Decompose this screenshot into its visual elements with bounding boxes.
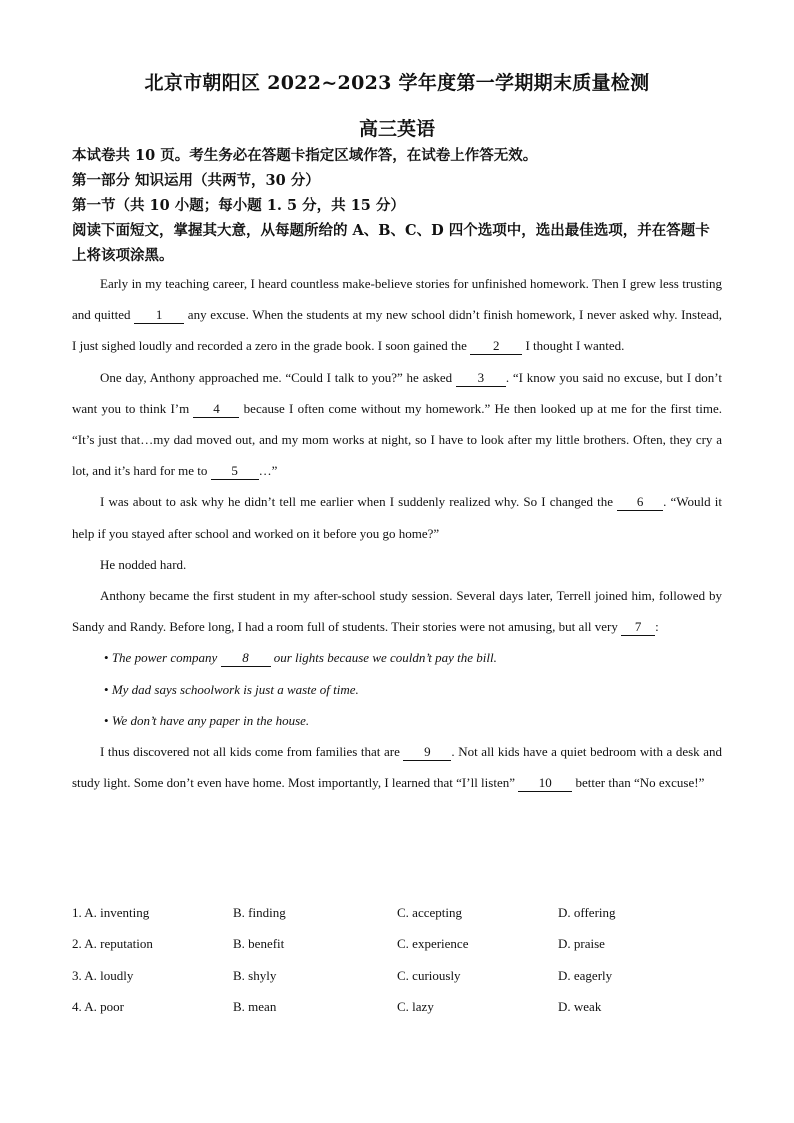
option-1-d: D. offering <box>558 905 616 920</box>
blank-4: 4 <box>193 401 239 418</box>
bullet-text: The power company <box>108 650 221 666</box>
passage-paragraph-4: He nodded hard. <box>100 556 187 572</box>
option-1-b: B. finding <box>233 905 286 920</box>
blank-1: 1 <box>134 307 184 324</box>
bullet-item-3 <box>72 705 722 736</box>
passage-text: . Not all kids have a quiet bedroom with a desk and study light. Some don’t even have home. Most importantly, I learned that “I’ll listen” <box>72 744 722 791</box>
passage-text: I thought I wanted. <box>522 338 625 354</box>
question-3-options <box>72 968 732 999</box>
bullet-item-2 <box>72 674 722 705</box>
passage-paragraph-2 <box>72 362 722 487</box>
question-4-options <box>72 999 732 1030</box>
option-1-a: 1. A. inventing <box>72 905 150 920</box>
passage-text: Anthony became the first student in my after-school study session. Several days later, Terrell joined him, followed by Sandy and Randy. Before long, I had a room full of students. Their stories were not amusing, but all very <box>72 588 722 635</box>
passage-text: any excuse. When the students at my new school didn’t finish homework, I never asked why. Instead, I just sighed loudly and recorded a zero in the grade book. I soon gained the <box>72 307 722 354</box>
blank-6: 6 <box>617 494 663 511</box>
passage-paragraph-1 <box>72 268 722 362</box>
bullet-dot: • <box>104 650 109 666</box>
blank-10: 10 <box>518 775 572 792</box>
option-3-b: B. shyly <box>233 967 277 983</box>
passage-paragraph-6 <box>72 736 722 798</box>
bullet-item-1 <box>72 642 722 673</box>
bullet-dot: • <box>104 681 109 697</box>
passage-text: : <box>655 619 659 635</box>
instruction-directions: 阅读下面短文，掌握其大意，从每题所给的 A、B、C、D 四个选项中，选出最佳选项，并在答题卡上将该项涂黑。 <box>72 222 710 264</box>
option-4-c: C. lazy <box>397 998 434 1014</box>
passage-paragraph-5 <box>72 580 722 642</box>
question-2-options <box>72 936 732 967</box>
option-2-d: D. praise <box>558 936 605 952</box>
option-3-a: 3. A. loudly <box>72 967 134 983</box>
option-4-b: B. mean <box>233 998 277 1014</box>
passage-paragraph-3 <box>72 486 722 548</box>
bullet-dot: • <box>104 712 109 728</box>
passage-text: because I often come without my homework.” He then looked up at me for the first time. “It’s just that…my dad moved out, and my mom works at night, so I have to look after my little brothers. Often, they cry a lot, and it’s hard for me to <box>72 400 722 479</box>
blank-9: 9 <box>403 744 451 761</box>
passage-text: One day, Anthony approached me. “Could I talk to you?” he asked <box>100 369 456 385</box>
blank-5: 5 <box>211 463 259 480</box>
passage-text: Early in my teaching career, I heard countless make-believe stories for unfinished homework. Then I grew less trusting and quitted <box>72 276 722 323</box>
option-3-c: C. curiously <box>397 967 461 983</box>
option-4-a: 4. A. poor <box>72 998 124 1014</box>
option-1-c: C. accepting <box>397 905 462 920</box>
passage-text: I was about to ask why he didn’t tell me earlier when I suddenly realized why. So I changed the <box>100 494 618 510</box>
blank-7: 7 <box>621 619 655 636</box>
passage-text: …” <box>258 463 278 479</box>
instruction-line-1: 本试卷共 10 页。考生务必在答题卡指定区域作答，在试卷上作答无效。 <box>72 147 538 164</box>
passage-text: . “I know you said no excuse, but I don’t want you to think I’m <box>72 369 722 416</box>
cloze-passage <box>72 268 722 798</box>
passage-text: I thus discovered not all kids come from families that are <box>100 744 404 760</box>
question-1-options <box>72 905 732 936</box>
option-2-b: B. benefit <box>233 936 285 952</box>
blank-8: 8 <box>221 650 271 667</box>
blank-2: 2 <box>470 338 522 355</box>
answer-options <box>72 905 732 1030</box>
bullet-text: our lights because we couldn’t pay the bill. <box>270 650 497 666</box>
exam-title: 北京市朝阳区 2022~2023 学年度第一学期期末质量检测 <box>144 72 650 94</box>
exam-subject: 高三英语 <box>358 118 435 140</box>
passage-text: . “Would it help if you stayed after school and worked on it before you go home?” <box>72 494 722 541</box>
option-3-d: D. eagerly <box>558 967 613 983</box>
blank-3: 3 <box>456 370 506 387</box>
option-2-c: C. experience <box>397 936 469 952</box>
option-4-d: D. weak <box>558 998 602 1014</box>
option-2-a: 2. A. reputation <box>72 936 153 952</box>
bullet-text: My dad says schoolwork is just a waste of time. <box>108 681 359 697</box>
bullet-text: We don’t have any paper in the house. <box>108 712 310 728</box>
instruction-section-part: 第一部分 知识运用（共两节，30 分） <box>72 172 320 189</box>
passage-text: better than “No excuse!” <box>572 775 705 791</box>
instruction-section-sub: 第一节（共 10 小题；每小题 1. 5 分，共 15 分） <box>72 197 405 214</box>
